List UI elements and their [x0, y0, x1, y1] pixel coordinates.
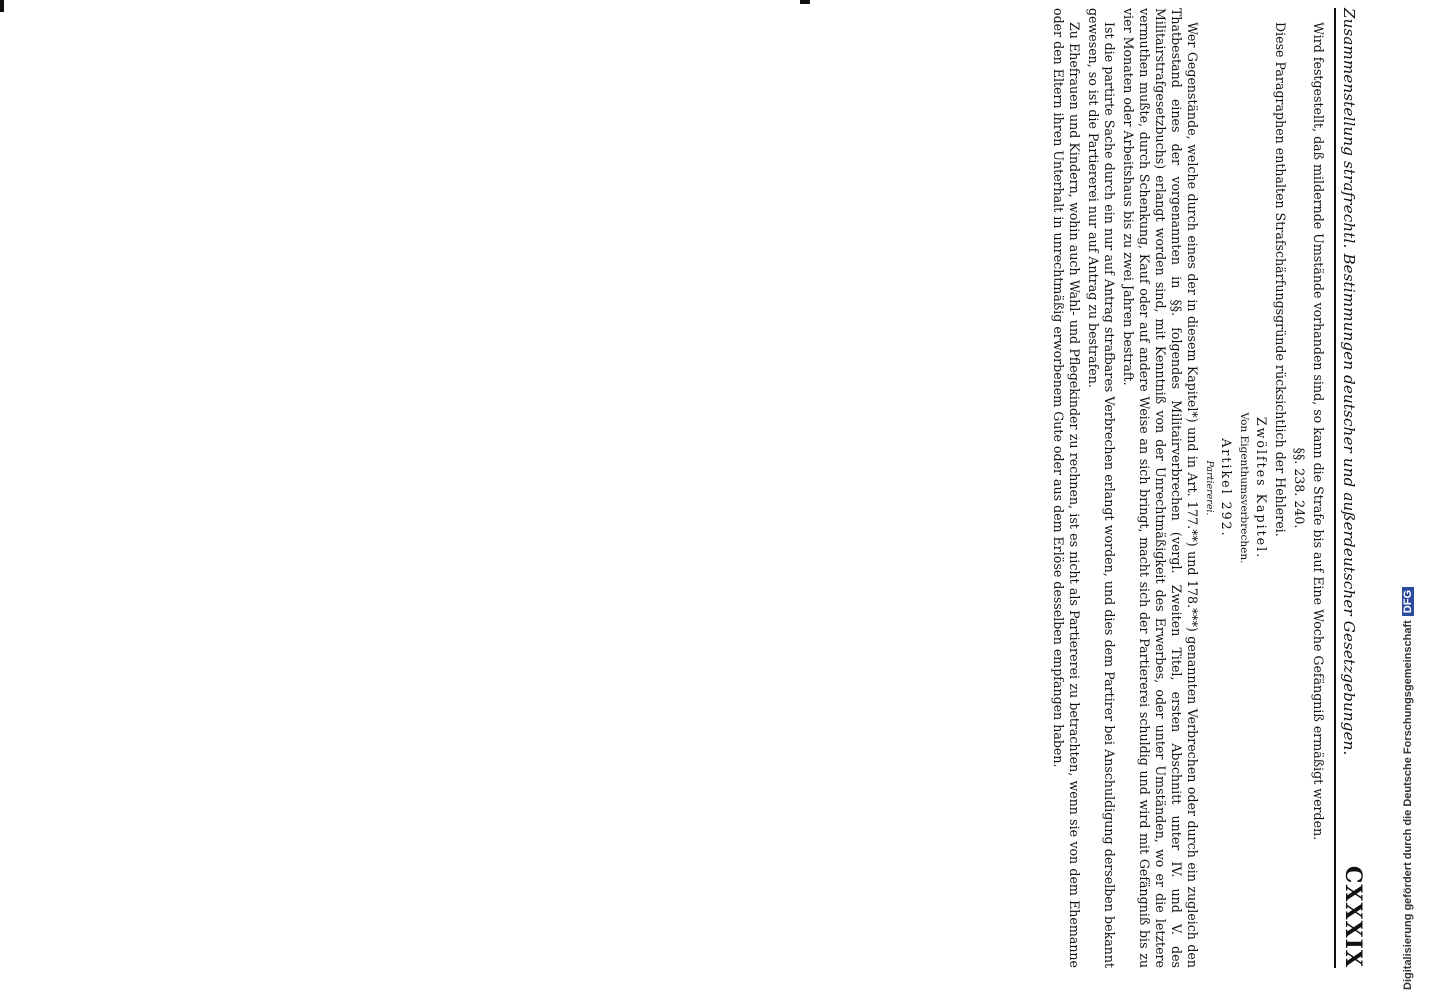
intro-paragraph: Wird festgestellt, daß mildernde Umstände vorhanden sind, so kann die Strafe bis auf Eine Woche Gefängniß ermäßigt werden.: [1311, 22, 1326, 841]
page-header: [1334, 8, 1378, 968]
article-note: Partiererei.: [1203, 460, 1215, 516]
chapter-title: Zwölftes Kapitel.: [1254, 416, 1270, 560]
dfg-logo: DFG: [1402, 587, 1414, 616]
article-292-p1: Wer Gegenstände, welche durch eines der in diesem Kapitel*) und in Art. 177.**) und 178.***) genannten Verbrechen oder durch ein zugleich den Thatbestand eines der vorgenannten in §§. folgendes Militairverbrechen (vergl. Zweiten Titel, ersten Abschnitt unter IV. und V. des Militairstrafgesetzbuchs) erlangt worden sind, mit Kenntniß von der Unrechtmäßigkeit des Erwerbes, oder unter Umständen, wo er die letztere vermuthen mußte, durch Schenkung, Kauf oder auf andere Weise an sich bringt, macht sich der Partiererei schuldig und wird mit Gefängniß bis zu vier Monaten oder Arbeitshaus bis zu zwei Jahren bestraft.: [1120, 8, 1200, 968]
digitization-note: Digitalisierung gefördert durch die Deutsche Forschungsgemeinschaft: [1402, 620, 1414, 990]
article-292-p3: Zu Ehefrauen und Kindern, wohin auch Wahl- und Pflegekinder zu rechnen, ist es nicht als Partiererei zu betrachten, wenn sie von dem Ehemanne oder den Eltern ihren Unterhalt in unrechtmäßig erworbenem Gute oder aus dem Erlöse desselben empfangen haben.: [1050, 8, 1082, 968]
chapter-subtitle: Von Eigenthumsverbrechen.: [1238, 412, 1251, 564]
main-text-column: [1047, 8, 1326, 968]
page-number: CXXXIX: [1340, 865, 1366, 968]
article-292-p2: Ist die partirte Sache durch ein nur auf Antrag strafbares Verbrechen erlangt worden, und dies dem Partirer bei Anschuldigung derselben bekannt gewesen, so ist die Partiererei nur auf Antrag zu bestrafen.: [1085, 8, 1117, 968]
running-title: Zusammenstellung strafrechtl. Bestimmungen deutscher und außerdeutscher Gesetzgebungen.: [1340, 8, 1358, 756]
intro-paragraph-2: Diese Paragraphen enthalten Strafschärfungsgründe rücksichtlich der Hehlerei.: [1273, 22, 1289, 537]
sections-heading: §§. 238. 240.: [1292, 447, 1308, 529]
digitization-credit: [1402, 587, 1414, 990]
rotated-page-content: [0, 8, 1378, 968]
article-title: Artikel 292.: [1218, 438, 1234, 538]
scan-top-mark: [800, 0, 810, 4]
